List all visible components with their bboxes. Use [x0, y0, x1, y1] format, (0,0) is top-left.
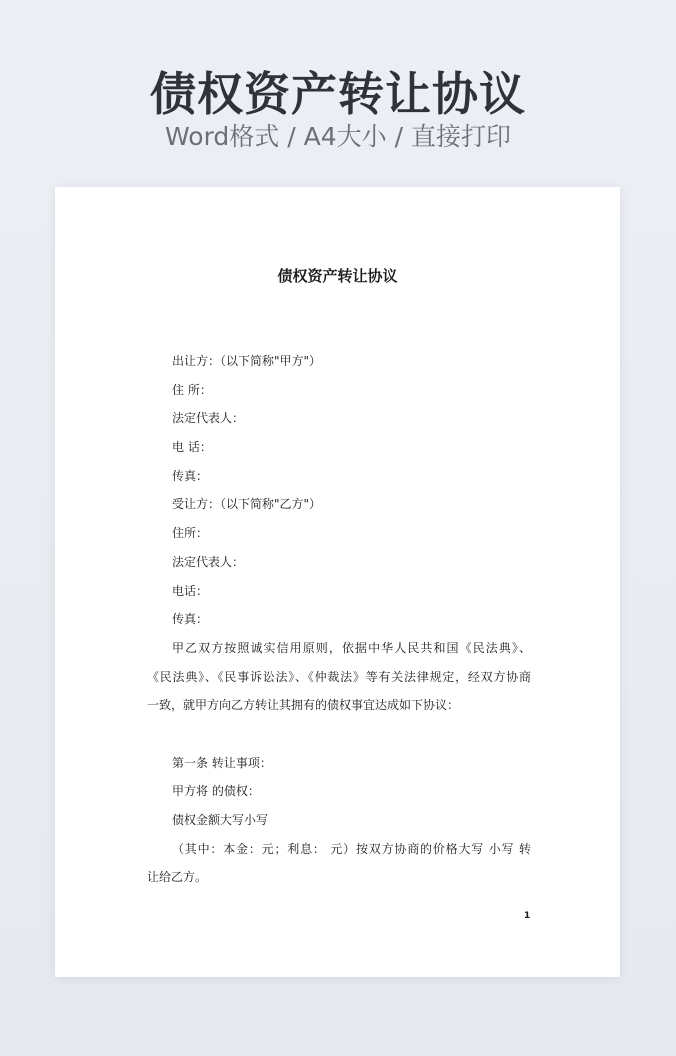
article-one-heading: 第一条 转让事项： [172, 755, 272, 770]
document-body [147, 347, 531, 892]
transferor-line: 出让方：（以下简称"甲方"） [172, 354, 322, 368]
preamble-line-3: 一致，就甲方向乙方转让其拥有的债权事宜达成如下协议： [147, 698, 460, 713]
preamble-line-2: 《民法典》、《民事诉讼法》、《仲裁法》等有关法律规定，经双方协商 [147, 669, 531, 684]
article-one-line-1: 甲方将 的债权： [172, 784, 260, 799]
transferee-line: 受让方：（以下简称"乙方"） [172, 497, 322, 512]
transferee-phone-line: 电话： [172, 583, 209, 598]
transferor-fax-line: 传真： [172, 468, 209, 483]
document-page [55, 187, 620, 977]
paragraph-gap [147, 720, 531, 749]
document-title: 债权资产转让协议 [277, 267, 398, 285]
banner-subtitle: Word格式 / A4大小 / 直接打印 [165, 122, 511, 151]
transferor-phone-line: 电 话： [172, 440, 212, 455]
transferee-address-line: 住所： [172, 526, 209, 541]
transferee-fax-line: 传真： [172, 612, 209, 627]
transferor-representative-line: 法定代表人： [172, 411, 245, 426]
preamble-line-1: 甲乙双方按照诚实信用原则，依据中华人民共和国《民法典》、 [172, 640, 531, 655]
transferor-address-line: 住 所： [172, 382, 212, 397]
page-number: 1 [524, 911, 531, 921]
article-one-line-2: 债权金额大写小写 [172, 813, 269, 827]
article-one-line-4: 让给乙方。 [147, 870, 208, 885]
transferee-representative-line: 法定代表人： [172, 554, 245, 569]
article-one-line-3: （其中：本金：元；利息： 元）按双方协商的价格大写 小写 转 [172, 841, 531, 856]
banner-title: 债权资产转让协议 [150, 67, 526, 121]
